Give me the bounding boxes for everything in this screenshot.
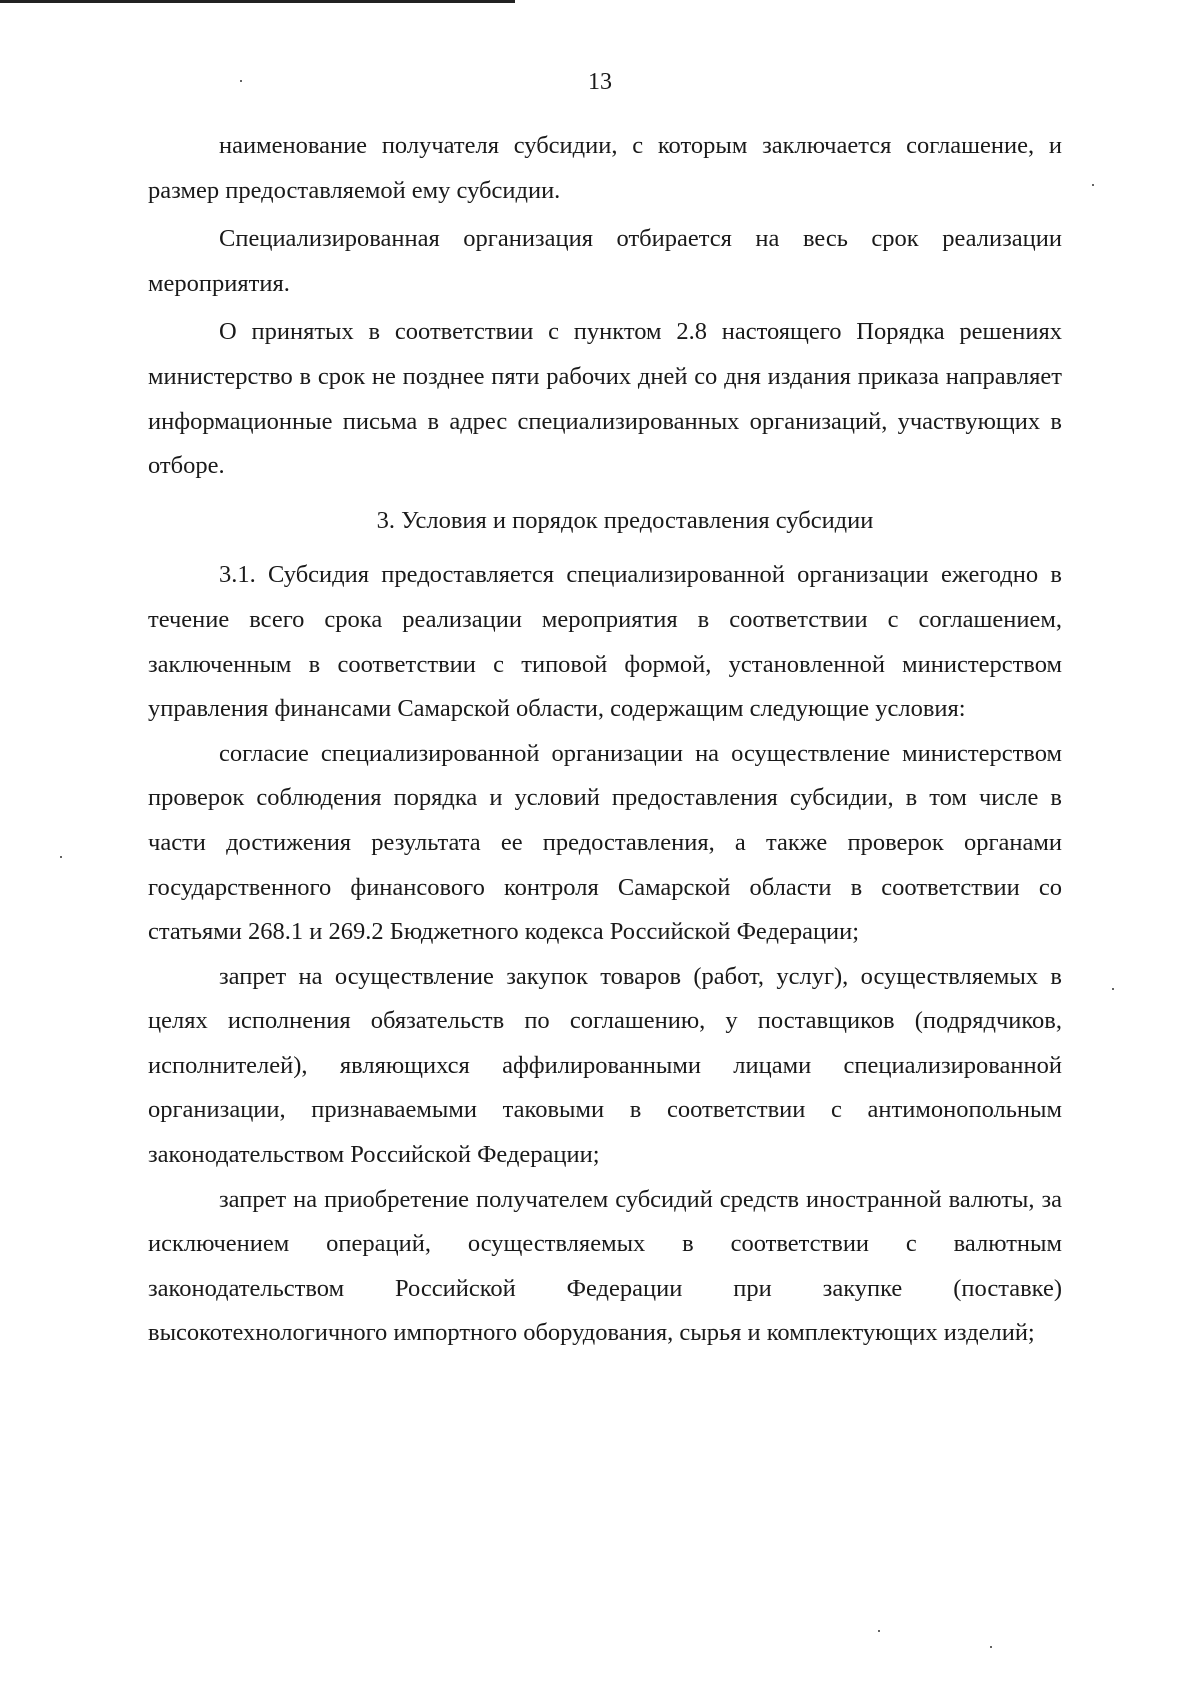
paragraph: запрет на приобретение получателем субсидий средств иностранной валюты, за исключением операций, осуществляемых в соответствии с валютным законодательством Российской Федерации при закупке (поставке) высокотехнологичного импортного оборудования, сырья и комплектующих изделий; (148, 1185, 1062, 1347)
paragraph: О принятых в соответствии с пунктом 2.8 настоящего Порядка решениях министерство в срок не позднее пяти рабочих дней со дня издания приказа направляет информационные письма в адрес специализированных организаций, участвующих в отборе. (148, 318, 1062, 480)
scan-speck (990, 1646, 992, 1648)
paragraph: согласие специализированной организации на осуществление министерством проверок соблюдения порядка и условий предоставления субсидии, в том числе в части достижения результата ее предоставления, а также проверок органами государственного финансового контроля Самарской области в соответствии со статьями 268.1 и 269.2 Бюджетного кодекса Российской Федерации; (148, 739, 1062, 946)
scan-speck (60, 856, 62, 858)
paragraph-continuation: наименование получателя субсидии, с которым заключается соглашение, и размер предоставляемой ему субсидии. (148, 132, 1062, 204)
scan-top-edge (0, 0, 515, 3)
scan-speck (1092, 184, 1094, 186)
paragraph: запрет на осуществление закупок товаров (работ, услуг), осуществляемых в целях исполнения обязательств по соглашению, у поставщиков (подрядчиков, исполнителей), являющихся аффилированными лицами специализированной организации, признаваемыми таковыми в соответствии с антимонопольным законодательством Российской Федерации; (148, 962, 1062, 1169)
section-heading: 3. Условия и порядок предоставления субсидии (376, 506, 874, 534)
scan-speck (878, 1630, 880, 1632)
document-body (148, 124, 1062, 1356)
page-number: 13 (588, 69, 612, 95)
paragraph: Специализированная организация отбирается на весь срок реализации мероприятия. (148, 225, 1062, 297)
scan-speck (1112, 988, 1114, 990)
paragraph: 3.1. Субсидия предоставляется специализированной организации ежегодно в течение всего срока реализации мероприятия в соответствии с соглашением, заключенным в соответствии с типовой формой, установленной министерством управления финансами Самарской области, содержащим следующие условия: (148, 561, 1062, 723)
